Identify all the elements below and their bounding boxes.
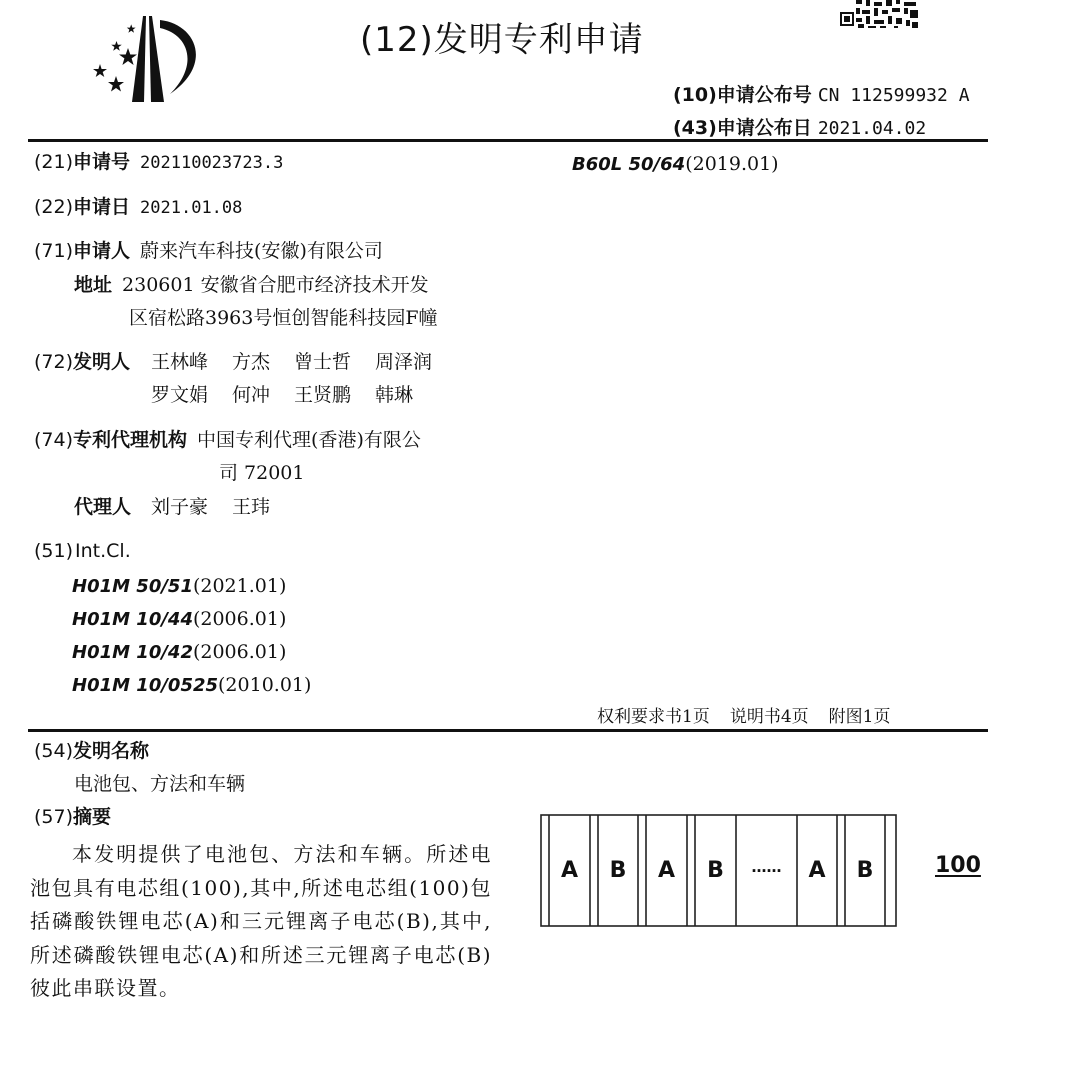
cell-label: A <box>560 858 579 883</box>
inventor-name: 方杰 <box>232 351 271 373</box>
application-number: 202110023723.3 <box>140 153 284 173</box>
inventor-name: 周泽润 <box>375 351 433 373</box>
applicant-name: 蔚来汽车科技(安徽)有限公司 <box>140 240 383 262</box>
field-label: 发明人 <box>73 351 131 373</box>
int-cl-item <box>72 641 286 663</box>
field-code: (74) <box>34 429 74 451</box>
field-label: 申请号 <box>73 151 131 173</box>
publication-date-row <box>673 113 926 140</box>
ipc-class: H01M 10/42 <box>72 642 193 663</box>
agent-field <box>74 498 131 517</box>
inventors-field <box>34 353 130 372</box>
inventor-name: 王林峰 <box>151 351 209 373</box>
int-cl-item <box>72 575 286 597</box>
publication-date-label: (43)申请公布日 <box>673 117 812 139</box>
agency-name-line-2: 司 72001 <box>219 462 305 484</box>
address-line-1: 230601 安徽省合肥市经济技术开发 <box>122 274 429 296</box>
abstract-heading <box>34 808 111 827</box>
applicant-field <box>34 242 383 261</box>
ipc-version: (2006.01) <box>192 608 287 630</box>
application-number-field <box>34 153 283 172</box>
publication-number-label: (10)申请公布号 <box>673 84 812 106</box>
field-label: 申请人 <box>73 240 131 262</box>
cell-label: B <box>707 858 724 883</box>
document-title: (12)发明专利申请 <box>360 20 644 60</box>
ipc-class: H01M 10/0525 <box>72 675 219 696</box>
cell-label: B <box>856 858 874 883</box>
drawings-page-count: 附图1页 <box>828 707 891 727</box>
page-counts <box>597 702 910 727</box>
application-date: 2021.01.08 <box>140 198 243 218</box>
description-page-count: 说明书4页 <box>729 707 809 727</box>
ipc-version: (2021.01) <box>192 575 287 597</box>
int-cl-item <box>72 608 286 630</box>
field-code: (54) <box>34 740 74 762</box>
ipc-version: (2019.01) <box>685 153 779 175</box>
inventor-name: 何冲 <box>232 384 271 406</box>
agent-name: 王玮 <box>232 496 271 518</box>
agent-name: 刘子豪 <box>151 496 209 518</box>
invention-title-text: 电池包、方法和车辆 <box>74 773 246 795</box>
inventor-name: 王贤鹏 <box>294 384 352 406</box>
address-label: 地址 <box>74 274 113 296</box>
ipc-version: (2006.01) <box>192 641 287 663</box>
agent-names <box>151 498 294 517</box>
ipc-class: B60L 50/64 <box>572 154 686 175</box>
reference-numeral: 100 <box>935 853 981 878</box>
inventor-name: 韩琳 <box>375 384 414 406</box>
field-label: Int.Cl. <box>75 540 131 562</box>
invention-title-heading <box>34 742 149 761</box>
main-ipc-classification <box>572 153 779 175</box>
section-divider <box>28 729 988 732</box>
ipc-class: H01M 10/44 <box>72 609 193 630</box>
int-cl-field <box>34 542 131 561</box>
cell-group-figure <box>540 814 898 928</box>
field-label: 摘要 <box>73 806 112 828</box>
claims-page-count: 权利要求书1页 <box>597 707 710 727</box>
agency-name-line-1: 中国专利代理(香港)有限公 <box>197 429 421 451</box>
cell-label: A <box>657 858 676 883</box>
inventor-names-row-1 <box>151 353 456 372</box>
field-code: (51) <box>34 540 74 562</box>
address-line-2-row <box>129 309 438 328</box>
cell-label: B <box>609 858 627 883</box>
agency-name-line-2-row <box>219 464 304 483</box>
application-date-field <box>34 198 242 217</box>
cell-ellipsis: …… <box>751 858 782 876</box>
field-code: (71) <box>34 240 74 262</box>
publication-number: CN 112599932 A <box>817 85 970 106</box>
agent-label: 代理人 <box>74 496 132 518</box>
field-code: (22) <box>34 196 74 218</box>
field-label: 发明名称 <box>73 740 150 762</box>
ipc-class: H01M 50/51 <box>72 576 193 597</box>
abstract-text: 本发明提供了电池包、方法和车辆。所述电池包具有电芯组(100),其中,所述电芯组(100)包括磷酸铁锂电芯(A)和三元锂离子电芯(B),其中,所述磷酸铁锂电芯(A)和所述三元锂离子电芯(B)彼此串联设置。 <box>30 842 492 1000</box>
agency-field <box>34 431 421 450</box>
int-cl-item <box>72 674 311 696</box>
invention-title <box>74 775 245 794</box>
field-code: (72) <box>34 351 74 373</box>
publication-number-row <box>673 80 970 107</box>
address-line-2: 区宿松路3963号恒创智能科技园F幢 <box>129 307 438 329</box>
field-label: 专利代理机构 <box>73 429 188 451</box>
cell-label: A <box>808 858 826 883</box>
inventor-name: 曾士哲 <box>294 351 352 373</box>
cnipa-logo-icon <box>88 14 210 106</box>
publication-date: 2021.04.02 <box>817 118 927 139</box>
field-code: (57) <box>34 806 74 828</box>
field-label: 申请日 <box>73 196 131 218</box>
inventor-name: 罗文娟 <box>151 384 209 406</box>
header-divider <box>28 139 988 142</box>
field-code: (21) <box>34 151 74 173</box>
ipc-version: (2010.01) <box>218 674 312 696</box>
address-field <box>74 276 429 295</box>
qr-code-icon <box>838 0 920 30</box>
inventor-names-row-2 <box>151 386 437 405</box>
